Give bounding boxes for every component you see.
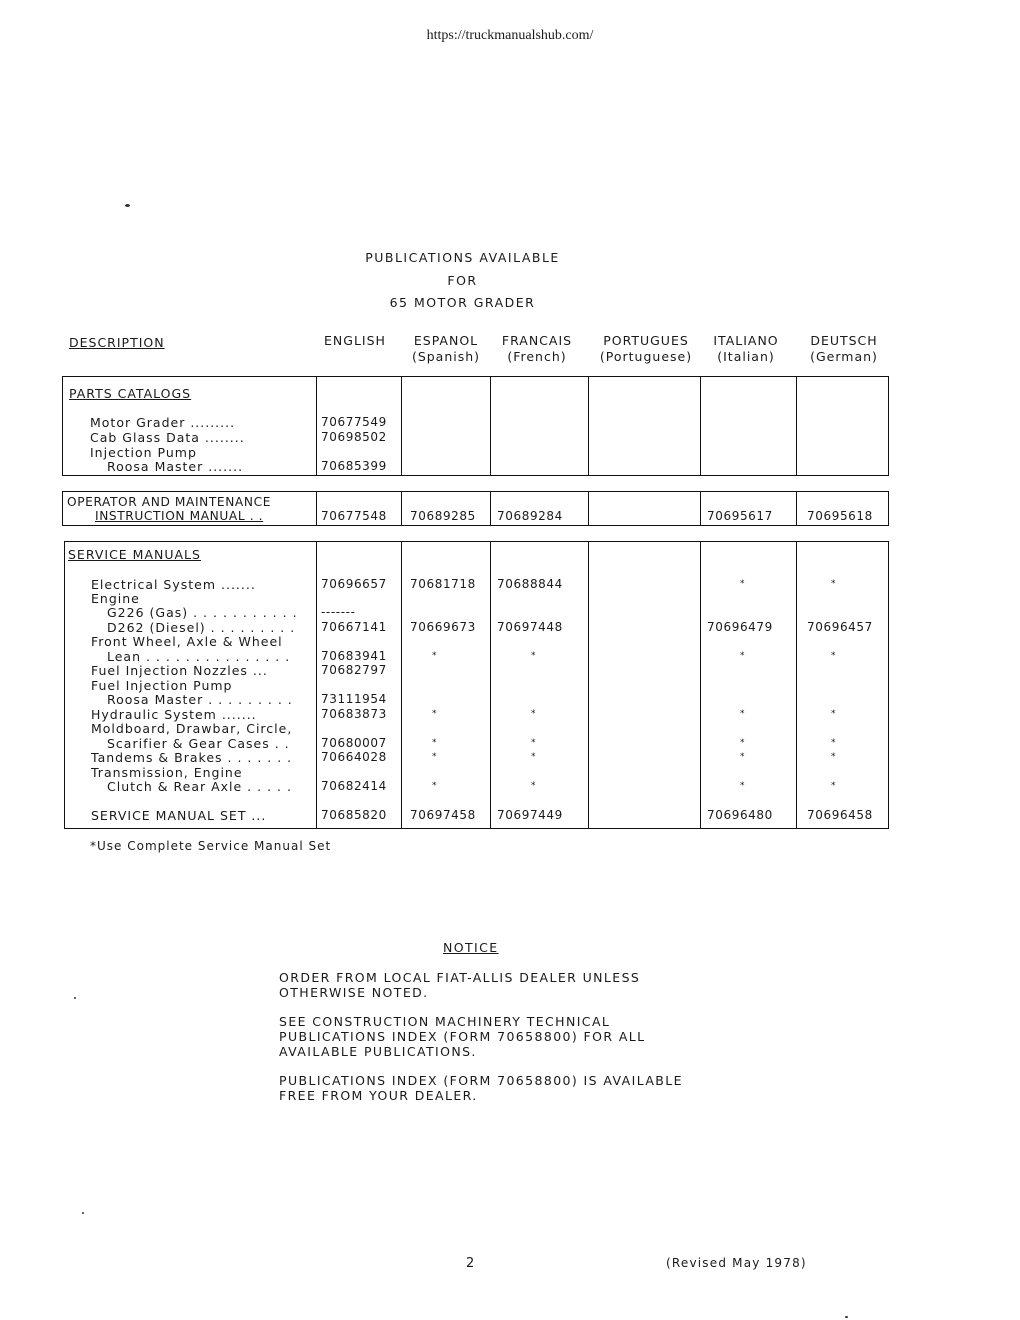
title-line-3: 65 MOTOR GRADER (389, 295, 536, 310)
service-english: 70683941 (321, 649, 387, 663)
operator-english: 70677548 (321, 509, 387, 523)
col-portugues-sub: (Portuguese) (599, 349, 693, 364)
star-marker: * (831, 738, 836, 748)
scan-speck (82, 1212, 84, 1214)
divider (490, 542, 491, 828)
footnote: *Use Complete Service Manual Set (90, 839, 332, 853)
page-number: 2 (466, 1256, 476, 1271)
service-row-desc: Front Wheel, Axle & Wheel (91, 634, 283, 649)
col-espanol (405, 333, 487, 365)
col-deutsch (800, 333, 888, 365)
star-marker: * (531, 651, 536, 661)
service-english: 70682414 (321, 779, 387, 793)
service-row-desc: Engine (91, 591, 140, 606)
service-italiano: 70696480 (707, 808, 773, 822)
notice-p2-line2: PUBLICATIONS INDEX (FORM 70658800) FOR ALL (279, 1029, 646, 1044)
notice-p3-line1: PUBLICATIONS INDEX (FORM 70658800) IS AVAILABLE (279, 1073, 683, 1088)
divider (490, 377, 491, 475)
star-marker: * (740, 651, 745, 661)
operator-italiano: 70695617 (707, 509, 773, 523)
parts-row-english: 70677549 (321, 415, 387, 429)
service-row-desc: Lean . . . . . . . . . . . . . . . (107, 649, 291, 664)
service-english: 73111954 (321, 692, 387, 706)
operator-manual-line1: OPERATOR AND MAINTENANCE (67, 495, 271, 509)
service-deutsch: 70696458 (807, 808, 873, 822)
divider (796, 492, 797, 525)
operator-francais: 70689284 (497, 509, 563, 523)
service-row-desc: Scarifier & Gear Cases . . (107, 736, 290, 751)
service-row-desc: Tandems & Brakes . . . . . . . (91, 750, 293, 765)
star-marker: * (831, 579, 836, 589)
star-marker: * (531, 709, 536, 719)
star-marker: * (831, 709, 836, 719)
service-english: 70680007 (321, 736, 387, 750)
operator-manual-table (62, 491, 889, 526)
col-description: DESCRIPTION (69, 335, 165, 350)
service-espanol: 70681718 (410, 577, 476, 591)
service-english: 70696657 (321, 577, 387, 591)
star-marker: * (432, 781, 437, 791)
col-deutsch-sub: (German) (810, 349, 878, 364)
star-marker: * (432, 709, 437, 719)
star-marker: * (740, 752, 745, 762)
star-marker: * (432, 738, 437, 748)
col-francais (494, 333, 580, 365)
service-manuals-table (64, 541, 889, 829)
star-marker: * (831, 651, 836, 661)
divider (588, 377, 589, 475)
divider (588, 492, 589, 525)
service-row-desc: Moldboard, Drawbar, Circle, (91, 721, 293, 736)
service-english: 70685820 (321, 808, 387, 822)
col-italiano (702, 333, 790, 365)
star-marker: * (740, 781, 745, 791)
divider (588, 542, 589, 828)
col-francais-sub: (French) (507, 349, 567, 364)
divider (401, 377, 402, 475)
service-italiano: 70696479 (707, 620, 773, 634)
star-marker: * (432, 651, 437, 661)
parts-row-desc: Cab Glass Data ........ (90, 430, 245, 445)
parts-row-desc: Motor Grader ......... (90, 415, 236, 430)
parts-row-english: 70685399 (321, 459, 387, 473)
service-espanol: 70697458 (410, 808, 476, 822)
service-row-desc: Electrical System ....... (91, 577, 256, 592)
service-english: 70682797 (321, 663, 387, 677)
operator-espanol: 70689285 (410, 509, 476, 523)
star-marker: * (740, 709, 745, 719)
service-english: 70683873 (321, 707, 387, 721)
operator-deutsch: 70695618 (807, 509, 873, 523)
service-english: ------- (321, 605, 356, 619)
star-marker: * (531, 781, 536, 791)
divider (796, 377, 797, 475)
divider (316, 492, 317, 525)
service-manual-set-label: SERVICE MANUAL SET ... (91, 808, 267, 823)
col-portugues-label: PORTUGUES (603, 333, 689, 348)
service-espanol: 70669673 (410, 620, 476, 634)
header-url[interactable]: https://truckmanualshub.com/ (426, 28, 594, 43)
col-espanol-label: ESPANOL (413, 333, 479, 348)
notice-p2-line1: SEE CONSTRUCTION MACHINERY TECHNICAL (279, 1014, 611, 1029)
star-marker: * (831, 752, 836, 762)
service-row-desc: Roosa Master . . . . . . . . . (107, 692, 293, 707)
service-row-desc: Transmission, Engine (91, 765, 243, 780)
col-italiano-label: ITALIANO (713, 333, 779, 348)
service-francais: 70697448 (497, 620, 563, 634)
parts-row-english: 70698502 (321, 430, 387, 444)
col-espanol-sub: (Spanish) (411, 349, 481, 364)
star-marker: * (432, 752, 437, 762)
parts-catalogs-heading: PARTS CATALOGS (69, 386, 192, 401)
divider (490, 492, 491, 525)
col-english (320, 333, 390, 349)
service-row-desc: D262 (Diesel) . . . . . . . . . (107, 620, 296, 635)
notice-p2-line3: AVAILABLE PUBLICATIONS. (279, 1044, 477, 1059)
col-english-label: ENGLISH (324, 333, 386, 348)
notice-p1-line2: OTHERWISE NOTED. (279, 985, 429, 1000)
divider (700, 377, 701, 475)
parts-row-desc: Roosa Master ....... (107, 459, 244, 474)
star-marker: * (740, 738, 745, 748)
star-marker: * (531, 752, 536, 762)
divider (700, 492, 701, 525)
divider (316, 542, 317, 828)
service-english: 70664028 (321, 750, 387, 764)
notice-p1-line1: ORDER FROM LOCAL FIAT-ALLIS DEALER UNLESS (279, 970, 641, 985)
service-francais: 70697449 (497, 808, 563, 822)
service-row-desc: Fuel Injection Pump (91, 678, 233, 693)
col-francais-label: FRANCAIS (501, 333, 573, 348)
divider (401, 542, 402, 828)
title-line-1: PUBLICATIONS AVAILABLE (365, 250, 560, 265)
divider (316, 377, 317, 475)
title-line-2: FOR (447, 273, 478, 288)
divider (401, 492, 402, 525)
scan-speck (74, 997, 76, 999)
parts-catalogs-table (62, 376, 889, 476)
star-marker: * (740, 579, 745, 589)
parts-row-desc: Injection Pump (90, 445, 197, 460)
col-italiano-sub: (Italian) (717, 349, 775, 364)
service-deutsch: 70696457 (807, 620, 873, 634)
notice-p3-line2: FREE FROM YOUR DEALER. (279, 1088, 478, 1103)
star-marker: * (531, 738, 536, 748)
service-row-desc: G226 (Gas) . . . . . . . . . . . (107, 605, 298, 620)
service-row-desc: Fuel Injection Nozzles ... (91, 663, 268, 678)
col-portugues (594, 333, 698, 365)
col-deutsch-label: DEUTSCH (810, 333, 878, 348)
service-english: 70667141 (321, 620, 387, 634)
service-francais: 70688844 (497, 577, 563, 591)
service-row-desc: Clutch & Rear Axle . . . . . (107, 779, 292, 794)
service-manuals-heading: SERVICE MANUALS (68, 547, 201, 562)
divider (700, 542, 701, 828)
operator-manual-line2: INSTRUCTION MANUAL . . (95, 509, 264, 523)
revised-date: (Revised May 1978) (666, 1256, 807, 1270)
notice-heading: NOTICE (443, 940, 499, 955)
service-row-desc: Hydraulic System ....... (91, 707, 257, 722)
scan-speck (125, 204, 130, 207)
scan-speck (845, 1316, 848, 1318)
divider (796, 542, 797, 828)
star-marker: * (831, 781, 836, 791)
